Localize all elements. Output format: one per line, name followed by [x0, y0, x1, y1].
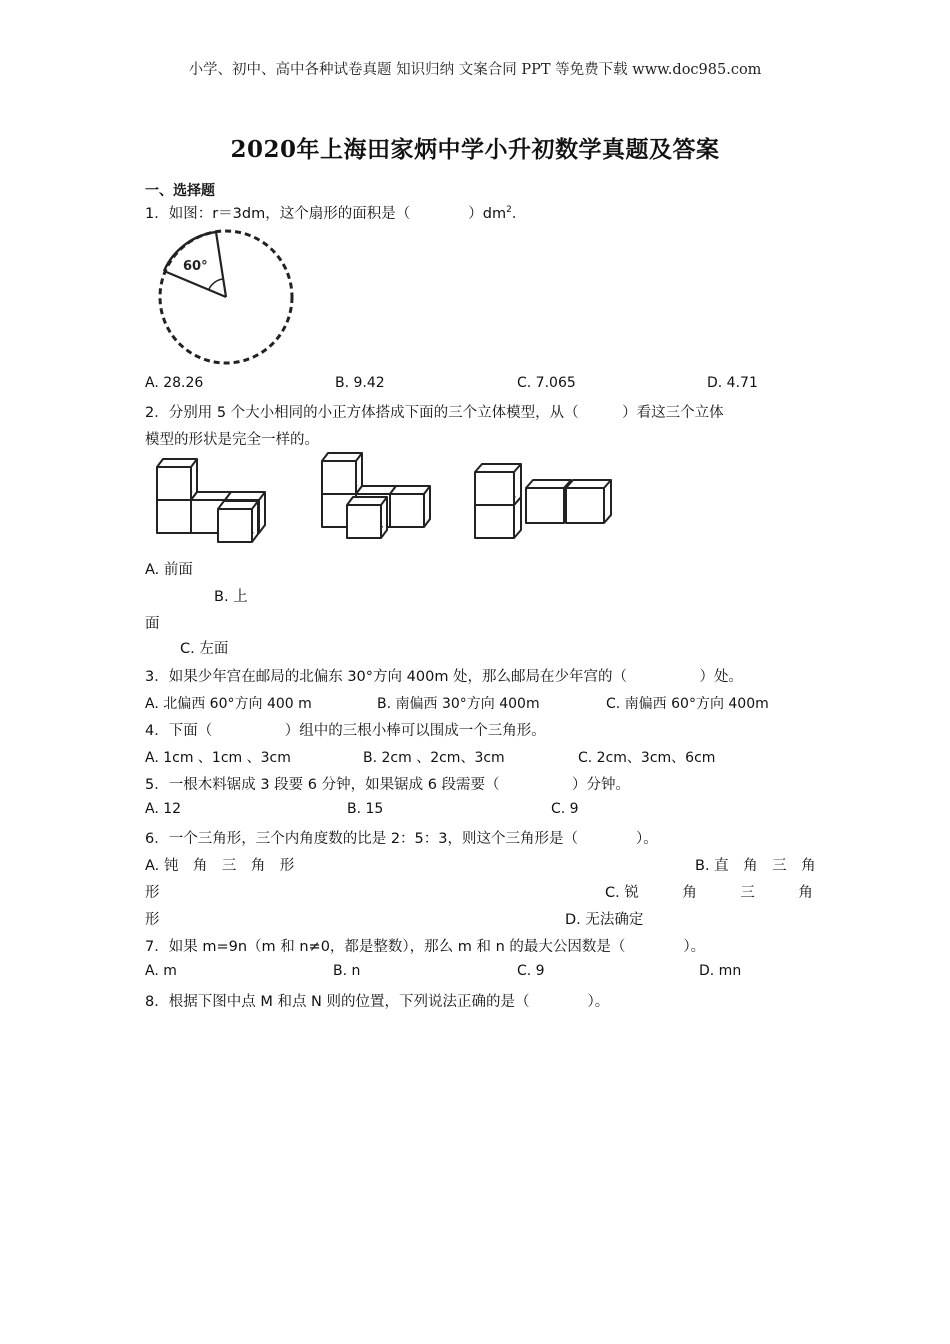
- question-5: 5．一根木料锯成 3 段要 6 分钟，如果锯成 6 段需要（ ）分钟。: [145, 777, 631, 793]
- q5-option-c: C. 9: [551, 801, 579, 817]
- cube-model-1: [157, 459, 265, 542]
- q1-option-c: C. 7.065: [517, 375, 576, 391]
- q5-option-b: B. 15: [347, 801, 384, 817]
- q1-option-b: B. 9.42: [335, 375, 385, 391]
- cube-models-figure: [150, 452, 630, 552]
- question-7: 7．如果 m=9n（m 和 n≠0，都是整数），那么 m 和 n 的最大公因数是（ ）。: [145, 939, 706, 955]
- question-2-line-1: 2．分别用 5 个大小相同的小正方体搭成下面的三个立体模型，从（ ）看这三个立体: [145, 405, 724, 421]
- q6-option-b-wrap: 形: [145, 885, 160, 901]
- q4-option-a: A. 1cm 、1cm 、3cm: [145, 750, 291, 766]
- page-title: 2020年上海田家炳中学小升初数学真题及答案: [230, 136, 720, 163]
- q1-option-d: D. 4.71: [707, 375, 758, 391]
- sector-figure: [150, 226, 300, 370]
- q6-option-b: B. 直 角 三 角: [695, 858, 816, 874]
- section-heading: 一、选择题: [145, 183, 215, 199]
- q2-option-b-wrap: 面: [145, 616, 160, 632]
- angle-arc: [209, 279, 223, 289]
- q3-option-c: C. 南偏西 60°方向 400m: [606, 696, 769, 712]
- q7-option-c: C. 9: [517, 963, 545, 979]
- q6-option-c-wrap: 形: [145, 912, 160, 928]
- q4-option-c: C. 2cm、3cm、6cm: [578, 750, 716, 766]
- q2-option-b: B. 上: [214, 589, 248, 605]
- cube-model-2: [322, 453, 430, 538]
- sector-radius-2: [164, 271, 226, 297]
- q6-option-d: D. 无法确定: [565, 912, 644, 928]
- angle-label: 60°: [183, 259, 208, 274]
- question-6: 6．一个三角形，三个内角度数的比是 2：5：3，则这个三角形是（ ）。: [145, 831, 658, 847]
- question-4: 4．下面（ ）组中的三根小棒可以围成一个三角形。: [145, 723, 546, 739]
- question-8: 8．根据下图中点 M 和点 N 则的位置，下列说法正确的是（ ）。: [145, 994, 610, 1010]
- q6-option-a: A. 钝 角 三 角 形: [145, 858, 295, 874]
- question-2-line-2: 模型的形状是完全一样的。: [145, 432, 319, 448]
- q1-option-a: A. 28.26: [145, 375, 204, 391]
- q3-option-b: B. 南偏西 30°方向 400m: [377, 696, 540, 712]
- q4-option-b: B. 2cm 、2cm、3cm: [363, 750, 505, 766]
- sector-radius-1: [216, 232, 226, 297]
- question-3: 3．如果少年宫在邮局的北偏东 30°方向 400m 处，那么邮局在少年宫的（ ）处。: [145, 669, 744, 685]
- q7-option-d: D. mn: [699, 963, 742, 979]
- q6-option-c: C. 锐 角 三 角: [605, 885, 813, 901]
- page-header: 小学、初中、高中各种试卷真题 知识归纳 文案合同 PPT 等免费下载 www.doc985.com: [188, 62, 762, 78]
- q2-option-a: A. 前面: [145, 562, 193, 578]
- question-1: 1．如图：r＝3dm，这个扇形的面积是（ ）$dm^2$．: [145, 205, 527, 222]
- q3-option-a: A. 北偏西 60°方向 400 m: [145, 696, 312, 712]
- q5-option-a: A. 12: [145, 801, 182, 817]
- cube-model-3: [475, 464, 611, 538]
- q7-option-a: A. m: [145, 963, 177, 979]
- q2-option-c: C. 左面: [180, 641, 229, 657]
- q7-option-b: B. n: [333, 963, 361, 979]
